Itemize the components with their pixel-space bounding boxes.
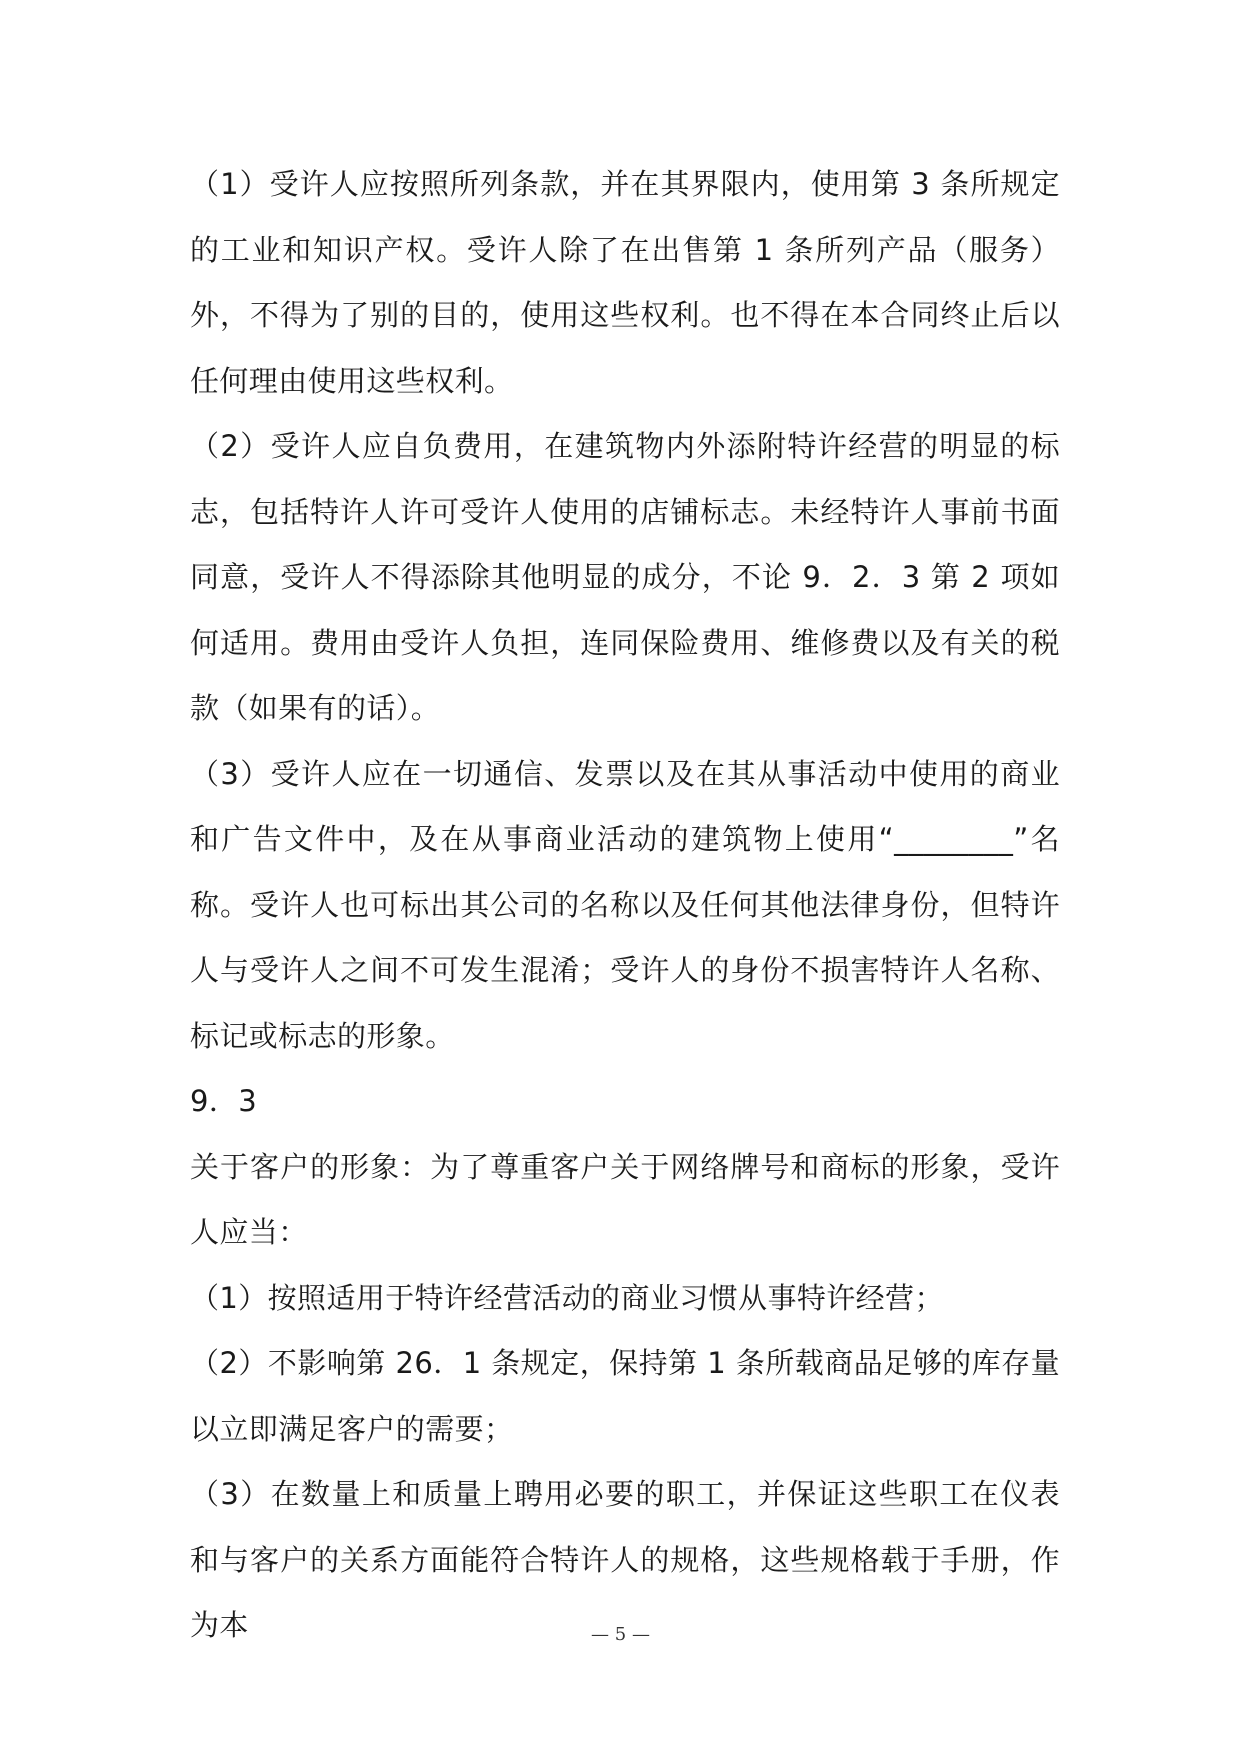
paragraph-customer-image: 关于客户的形象：为了尊重客户关于网络牌号和商标的形象，受许人应当： [190,1149,1060,1249]
paragraph-clause-1: （1）受许人应按照所列条款，并在其界限内，使用第 3 条所规定的工业和知识产权。受许人除了在出售第 1 条所列产品（服务）外，不得为了别的目的，使用这些权利。也不得在本合同终止后以任何理由使用这些权利。 [190,167,1060,398]
section-number: 9．3 [190,1084,258,1118]
paragraph-clause-3: （3）受许人应在一切通信、发票以及在其从事活动中使用的商业和广告文件中，及在从事商业活动的建筑物上使用“________”名称。受许人也可标出其公司的名称以及任何其他法律身份，但特许人与受许人之间不可发生混淆；受许人的身份不损害特许人名称、标记或标志的形象。 [190,756,1060,1053]
paragraph-item-1: （1）按照适用于特许经营活动的商业习惯从事特许经营； [190,1280,944,1315]
paragraph-item-2: （2）不影响第 26．1 条规定，保持第 1 条所载商品足够的库存量以立即满足客户的需要； [190,1346,1060,1446]
paragraph-clause-2: （2）受许人应自负费用，在建筑物内外添附特许经营的明显的标志，包括特许人许可受许人使用的店铺标志。未经特许人事前书面同意，受许人不得添除其他明显的成分，不论 9．2．3 第 2 项如何适用。费用由受许人负担，连同保险费用、维修费以及有关的税款（如果有的话）。 [190,429,1060,725]
page-number: — 5 — [591,1624,650,1645]
document-body [190,152,1060,1659]
paragraph-item-3: （3）在数量上和质量上聘用必要的职工，并保证这些职工在仪表和与客户的关系方面能符合特许人的规格，这些规格载于手册，作为本 [190,1477,1060,1642]
